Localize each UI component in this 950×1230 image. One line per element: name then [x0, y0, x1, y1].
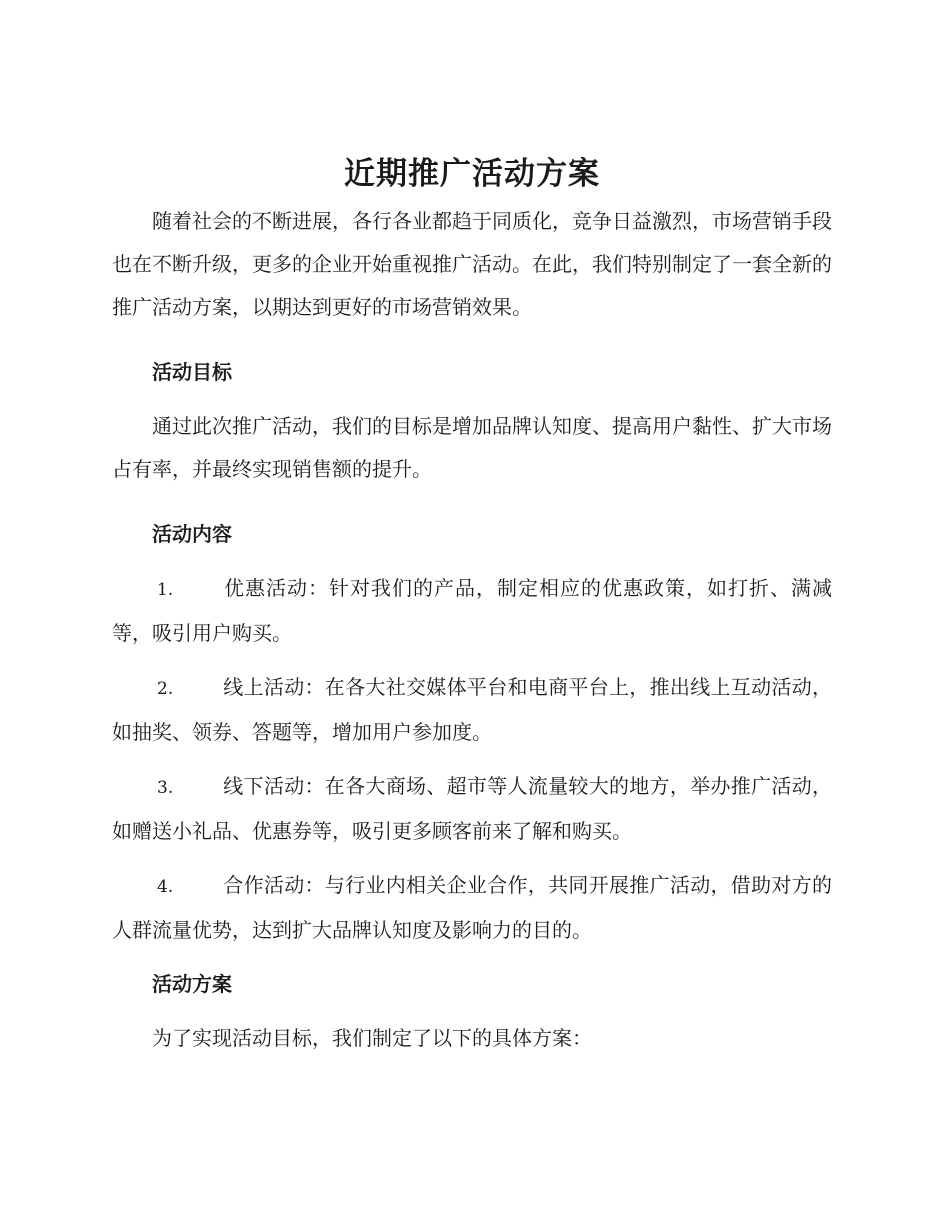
- section-heading-goal: 活动目标: [152, 360, 232, 384]
- list-item-number: 2.: [157, 679, 174, 699]
- list-item-number: 4.: [157, 877, 174, 897]
- list-item-text: 合作活动：与行业内相关企业合作，共同开展推广活动，借助对方的人群流量优势，达到扩大品牌认知度及影响力的目的。: [112, 873, 832, 942]
- list-item-number: 1.: [157, 580, 174, 600]
- intro-paragraph: 随着社会的不断进展，各行各业都趋于同质化，竞争日益激烈，市场营销手段也在不断升级，更多的企业开始重视推广活动。在此，我们特别制定了一套全新的推广活动方案，以期达到更好的市场营销效果。: [112, 209, 832, 319]
- list-item-text: 优惠活动：针对我们的产品，制定相应的优惠政策，如打折、满减等，吸引用户购买。: [112, 576, 832, 645]
- list-item: [112, 765, 832, 853]
- list-item: [112, 666, 832, 754]
- list-item-text: 线下活动：在各大商场、超市等人流量较大的地方，举办推广活动，如赠送小礼品、优惠券等，吸引更多顾客前来了解和购买。: [112, 774, 832, 843]
- list-item-number: 3.: [157, 778, 174, 798]
- plan-paragraph: 为了实现活动目标，我们制定了以下的具体方案：: [152, 1026, 592, 1050]
- document-title: 近期推广活动方案: [344, 156, 600, 192]
- section-heading-content: 活动内容: [152, 522, 232, 546]
- section-heading-plan: 活动方案: [152, 972, 232, 996]
- list-item: [112, 864, 832, 952]
- list-item-text: 线上活动：在各大社交媒体平台和电商平台上，推出线上互动活动，如抽奖、领券、答题等，增加用户参加度。: [112, 675, 832, 744]
- goal-paragraph: 通过此次推广活动，我们的目标是增加品牌认知度、提高用户黏性、扩大市场占有率，并最终实现销售额的提升。: [112, 414, 832, 481]
- spacer: [112, 329, 832, 340]
- list-item: [112, 567, 832, 655]
- spacer: [112, 491, 832, 502]
